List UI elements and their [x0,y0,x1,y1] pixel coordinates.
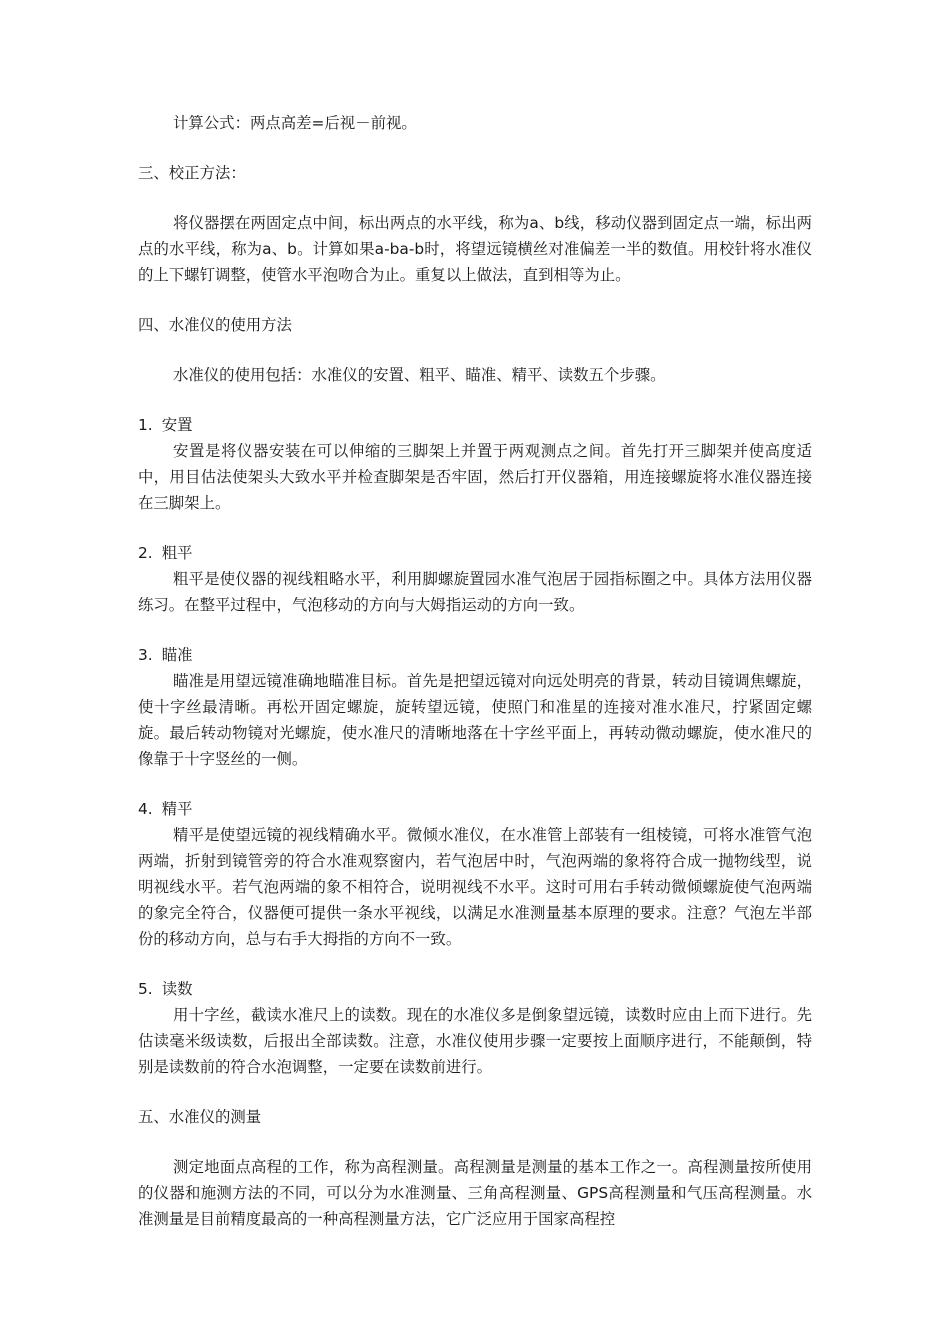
formula-line: 计算公式：两点高差=后视－前视。 [173,114,417,132]
section-3-heading: 三、校正方法： [138,164,246,182]
step-5-heading [138,976,812,1002]
step-4-body: 精平是使望远镜的视线精确水平。微倾水准仪，在水准管上部装有一组棱镜，可将水准管气泡两端，折射到镜管旁的符合水准观察窗内，若气泡居中时，气泡两端的象将符合成一抛物线型，说明视线水平。若气泡两端的象不相符合，说明视线不水平。这时可用右手转动微倾螺旋使气泡两端的象完全符合，仪器便可提供一条水平视线，以满足水准测量基本原理的要求。注意？气泡左半部份的移动方向，总与右手大拇指的方向不一致。 [138,826,812,948]
step-number: 2. [138,544,153,562]
section-5-body: 测定地面点高程的工作，称为高程测量。高程测量是测量的基本工作之一。高程测量按所使用的仪器和施测方法的不同，可以分为水准测量、三角高程测量、GPS高程测量和气压高程测量。水准测量是目前精度最高的一种高程测量方法，它广泛应用于国家高程控 [138,1158,812,1228]
step-title: 粗平 [161,544,193,562]
step-5-body: 用十字丝，截读水准尺上的读数。现在的水准仪多是倒象望远镜，读数时应由上而下进行。先估读毫米级读数，后报出全部读数。注意，水准仪使用步骤一定要按上面顺序进行，不能颠倒，特别是读数前的符合水泡调整，一定要在读数前进行。 [138,1006,812,1076]
step-2-body: 粗平是使仪器的视线粗略水平，利用脚螺旋置园水准气泡居于园指标圈之中。具体方法用仪器练习。在整平过程中，气泡移动的方向与大姆指运动的方向一致。 [138,570,812,614]
step-3-body: 瞄准是用望远镜准确地瞄准目标。首先是把望远镜对向远处明亮的背景，转动目镜调焦螺旋，使十字丝最清晰。再松开固定螺旋，旋转望远镜，使照门和准星的连接对准水准尺，拧紧固定螺旋。最后转动物镜对光螺旋，使水准尺的清晰地落在十字丝平面上，再转动微动螺旋，使水准尺的像靠于十字竖丝的一侧。 [138,672,812,768]
document-page [138,110,812,1232]
step-number: 5. [138,980,153,998]
step-number: 1. [138,416,153,434]
section-4-intro: 水准仪的使用包括：水准仪的安置、粗平、瞄准、精平、读数五个步骤。 [173,366,666,384]
section-5-heading: 五、水准仪的测量 [138,1108,262,1126]
section-3-body: 将仪器摆在两固定点中间，标出两点的水平线，称为a、b线，移动仪器到固定点一端，标出两点的水平线，称为a、b。计算如果a-ba-b时，将望远镜横丝对准偏差一半的数值。用校针将水准仪的上下螺钉调整，使管水平泡吻合为止。重复以上做法，直到相等为止。 [138,214,812,284]
step-1-body: 安置是将仪器安装在可以伸缩的三脚架上并置于两观测点之间。首先打开三脚架并使高度适中，用目估法使架头大致水平并检查脚架是否牢固，然后打开仪器箱，用连接螺旋将水准仪器连接在三脚架上。 [138,442,812,512]
step-2-heading [138,540,812,566]
step-4-heading [138,796,812,822]
step-1-heading [138,412,812,438]
step-3-heading [138,642,812,668]
step-title: 读数 [161,980,193,998]
section-4-heading: 四、水准仪的使用方法 [138,316,292,334]
step-number: 4. [138,800,153,818]
step-title: 安置 [161,416,193,434]
step-number: 3. [138,646,153,664]
step-title: 精平 [161,800,193,818]
step-title: 瞄准 [161,646,193,664]
